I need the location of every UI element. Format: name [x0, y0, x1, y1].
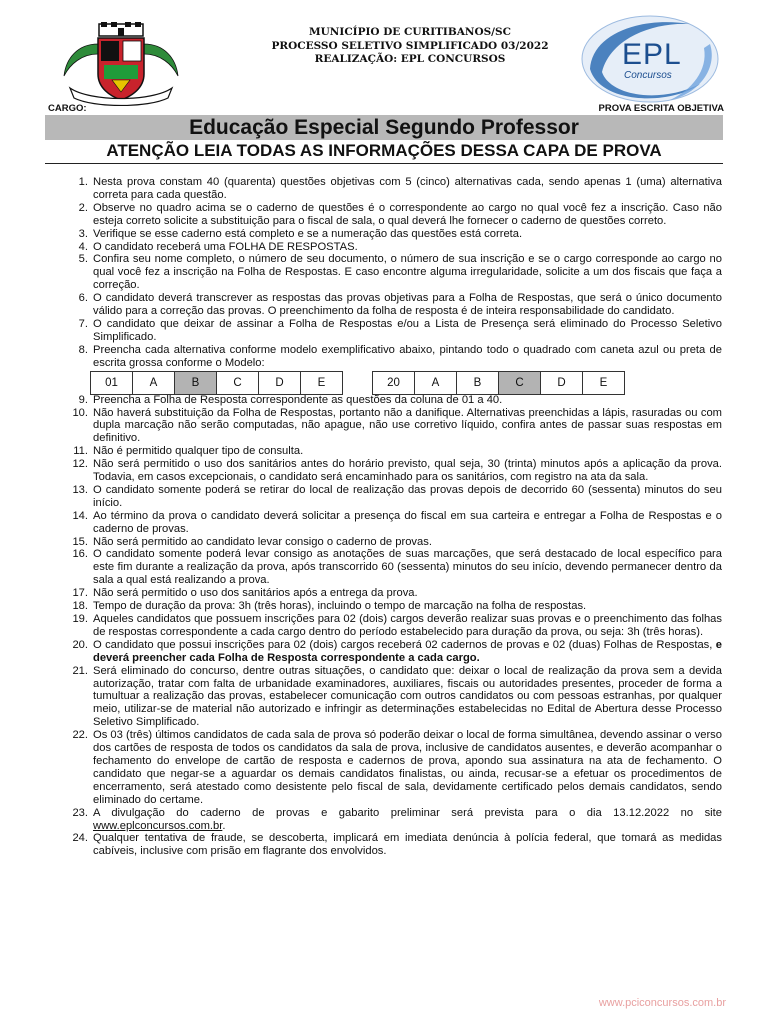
instruction-item: 9. Preencha a Folha de Resposta correspondente as questões da coluna de 01 a 40.: [78, 393, 503, 406]
instruction-item: 21. Será eliminado do concurso, dentre outras situações, o candidato que: deixar o local de realização da prova sem a devida autorização, tratar com falta de urbanidade examinadores, auxiliares, fiscais ou autoridades presentes, proceder de forma a tumultuar a realização das provas, estabelecer comunicação com outros candidatos ou com pessoas estranhas, por qualquer meio, utilizar-se de material não autorizado e infringir as determinações estabelecidas no Edital de Abertura desse Processo Seletivo Simplificado.: [72, 664, 722, 729]
model-option: A: [414, 371, 456, 395]
instruction-item: 1. Nesta prova constam 40 (quarenta) questões objetivas com 5 (cinco) alternativas cada, sendo apenas 1 (uma) alternativa correta para cada questão.: [78, 176, 722, 201]
prova-type-label: PROVA ESCRITA OBJETIVA: [598, 103, 724, 114]
instruction-item: 14. Ao término da prova o candidato deverá solicitar a presença do fiscal em sua carteira e entregar a Folha de Respostas e o caderno de provas.: [72, 509, 722, 535]
instruction-item: 12. Não será permitido o uso dos sanitários antes do horário previsto, qual seja, 30 (trinta) minutos após a aplicação da prova. Todavia, em casos excepcionais, o candidato será encaminhado para os sanitários, com registro na ata da sala.: [72, 458, 722, 484]
model-option-filled: B: [174, 371, 216, 395]
answer-model-row: [90, 371, 343, 394]
model-question-number: 01: [90, 371, 132, 395]
model-option: E: [300, 371, 343, 395]
answer-model-example: [90, 371, 722, 394]
instruction-item: 11. Não é permitido qualquer tipo de consulta.: [73, 445, 304, 458]
instruction-item: 7. O candidato que deixar de assinar a Folha de Respostas e/ou a Lista de Presença será eliminado do Processo Seletivo Simplificado.: [78, 317, 722, 343]
cargo-label: CARGO:: [48, 103, 87, 114]
header-municipio: MUNICÍPIO DE CURITIBANOS/SC: [309, 26, 511, 38]
model-question-number: 20: [372, 371, 414, 395]
instruction-item: 4. O candidato receberá uma FOLHA DE RESPOSTAS.: [78, 240, 358, 253]
instruction-item: 3. Verifique se esse caderno está completo e se a numeração das questões está correta.: [78, 227, 523, 240]
instruction-emphasis: e deverá preencher cada Folha de Resposta correspondente a cada cargo.: [93, 638, 722, 664]
model-option: D: [258, 371, 300, 395]
instruction-item: 2. Observe no quadro acima se o caderno de questões é o correspondente ao cargo no qual você fez a inscrição. Caso não esteja correto solicite a substituição para o fiscal de sala, o qual deverá lhe fornecer o caderno de questões correto.: [78, 201, 722, 227]
header-lines: [250, 26, 570, 67]
instructions-list: [60, 176, 722, 858]
header-realizacao: REALIZAÇÃO: EPL CONCURSOS: [314, 53, 506, 65]
model-option: B: [456, 371, 498, 395]
model-option: C: [216, 371, 258, 395]
document-header: [0, 0, 768, 118]
model-option-filled: C: [498, 371, 540, 395]
instruction-item: 6. O candidato deverá transcrever as respostas das provas objetivas para a Folha de Respostas, que será o único documento válido para a correção das provas. O preenchimento da folha de resposta é de inteira responsabilidade do candidato.: [78, 292, 722, 318]
instruction-item: 15. Não será permitido ao candidato levar consigo o caderno de provas.: [72, 535, 432, 548]
exam-title: Educação Especial Segundo Professor: [45, 115, 723, 140]
footer-watermark: www.pciconcursos.com.br: [598, 997, 726, 1009]
instruction-item: 23. A divulgação do caderno de provas e gabarito preliminar será prevista para o dia 13.12.2022 no site www.eplconcursos.com.br.: [72, 806, 722, 832]
logo-subtext: Concursos: [624, 70, 672, 81]
coat-of-arms-icon: [60, 22, 182, 106]
header-processo: PROCESSO SELETIVO SIMPLIFICADO 03/2022: [271, 39, 549, 52]
model-option: A: [132, 371, 174, 395]
instruction-item: 18. Tempo de duração da prova: 3h (três horas), incluindo o tempo de marcação na folha de respostas.: [72, 600, 587, 613]
model-option: D: [540, 371, 582, 395]
instruction-item: 10. Não haverá substituição da Folha de Respostas, portanto não a danifique. Alternativas preenchidas a lápis, rasuradas ou com dupla marcação não serão computadas, não apague, não use corretivo líquido, confira antes de passar suas respostas em definitivo.: [72, 406, 722, 445]
instruction-item: 17. Não será permitido o uso dos sanitários após a entrega da prova.: [72, 587, 418, 600]
model-option: E: [582, 371, 625, 395]
instructions-heading: ATENÇÃO LEIA TODAS AS INFORMAÇÕES DESSA CAPA DE PROVA: [45, 140, 723, 164]
instruction-item: 5. Confira seu nome completo, o número de seu documento, o número de sua inscrição e se o cargo corresponde ao cargo no qual você fez a inscrição na Folha de Respostas. E caso encontre alguma irregularidade, solicite a um dos fiscais que faça a correção.: [78, 253, 722, 292]
site-link[interactable]: www.eplconcursos.com.br: [93, 819, 223, 832]
instruction-item: 20. O candidato que possui inscrições para 02 (dois) cargos receberá 02 cadernos de provas e 02 (duas) Folhas de Respostas, e deverá preencher cada Folha de Resposta correspondente a cada cargo.: [72, 638, 722, 664]
instruction-item: 8. Preencha cada alternativa conforme modelo exemplificativo abaixo, pintando todo o quadrado com caneta azul ou preta de escrita grossa conforme o Modelo: 01 A B C D E 20 A B C D E: [60, 344, 722, 394]
instruction-item: 22. Os 03 (três) últimos candidatos de cada sala de prova só poderão deixar o local de forma simultânea, devendo assinar o verso dos cartões de resposta de todos os candidatos da sala de prova, inclusive de candidatos ausentes, e deverão acompanhar o fechamento do envelope de cartão de resposta e cadernos de prova, apondo sua assinatura na ata de fechamento. O candidato que negar-se a aguardar os demais candidatos finalistas, ou ainda, recusar-se a efetuar os procedimentos de encerramento, será atestado como desistente pelo fiscal de sala, devidamente certificado pelos demais candidatos, sendo eliminado do certame.: [72, 729, 722, 806]
answer-model-row: [372, 371, 625, 394]
instruction-item: 13. O candidato somente poderá se retirar do local de realização das provas depois de decorrido 60 (sessenta) minutos do seu início.: [72, 483, 722, 509]
instruction-item: 16. O candidato somente poderá levar consigo as anotações de suas marcações, que será destacado de local específico para este fim durante a realização da prova, após transcorrido 60 (sessenta) minutos do seu início, devendo permanecer dentro da sala a qual está realizando a prova.: [72, 548, 722, 587]
instruction-item: 24. Qualquer tentativa de fraude, se descoberta, implicará em imediata denúncia à polícia federal, que tomará as medidas cabíveis, inclusive com prisão em flagrante dos envolvidos.: [72, 832, 722, 858]
logo-text: EPL: [622, 38, 682, 71]
instruction-item: 19. Aqueles candidatos que possuem inscrições para 02 (dois) cargos deverão realizar suas provas e o preenchimento das folhas de respostas correspondente a cada cargo dentro do período estabelecido para duração da prova, ou seja: 3h (três horas).: [72, 613, 722, 638]
